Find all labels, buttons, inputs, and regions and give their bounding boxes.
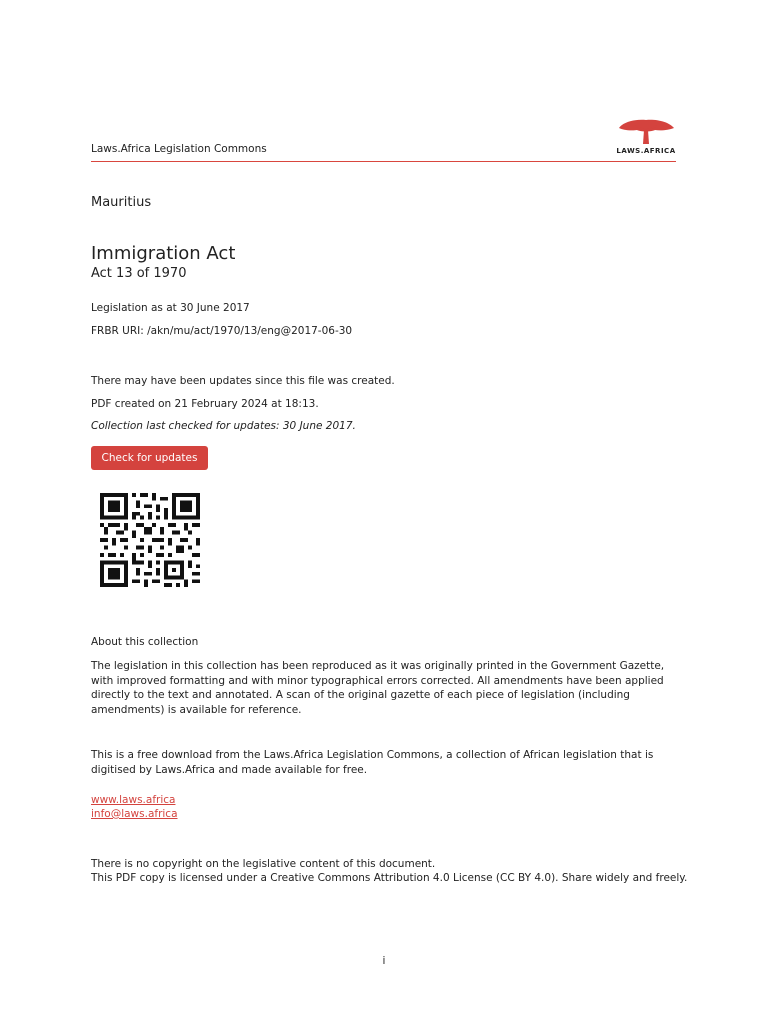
about-heading: About this collection (91, 636, 199, 648)
document-title: Immigration Act (91, 243, 236, 264)
website-link[interactable]: www.laws.africa (91, 794, 176, 806)
pdf-created: PDF created on 21 February 2024 at 18:13. (91, 398, 319, 410)
acacia-tree-icon (615, 116, 677, 146)
document-subtitle: Act 13 of 1970 (91, 266, 187, 281)
license-cc-line: This PDF copy is licensed under a Creative Commons Attribution 4.0 License (CC BY 4.0). Share widely and freely. (91, 872, 688, 884)
header-collection-name: Laws.Africa Legislation Commons (91, 143, 267, 155)
page-number: i (382, 955, 386, 967)
logo-text: LAWS.AFRICA (616, 147, 676, 155)
last-checked: Collection last checked for updates: 30 June 2017. (91, 420, 356, 432)
updates-notice: There may have been updates since this file was created. (91, 375, 395, 387)
about-paragraph: The legislation in this collection has been reproduced as it was originally printed in the Government Gazette, with improved formatting and with minor typographical errors corrected. All amendments have been applied directly to the text and annotated. A scan of the original gazette of each piece of legislation (including amendments) is available for reference. (91, 660, 665, 716)
header-divider (91, 161, 676, 162)
license-copyright-line: There is no copyright on the legislative content of this document. (91, 858, 436, 870)
free-download-paragraph: This is a free download from the Laws.Africa Legislation Commons, a collection of African legislation that is digitised by Laws.Africa and made available for free. (91, 749, 654, 776)
country: Mauritius (91, 195, 152, 210)
frbr-uri: FRBR URI: /akn/mu/act/1970/13/eng@2017-06-30 (91, 325, 353, 337)
laws-africa-logo (615, 116, 677, 158)
qr-code-icon[interactable] (100, 493, 200, 587)
check-for-updates-button[interactable]: Check for updates (91, 446, 208, 470)
legislation-as-at: Legislation as at 30 June 2017 (91, 302, 250, 314)
email-link[interactable]: info@laws.africa (91, 808, 178, 820)
